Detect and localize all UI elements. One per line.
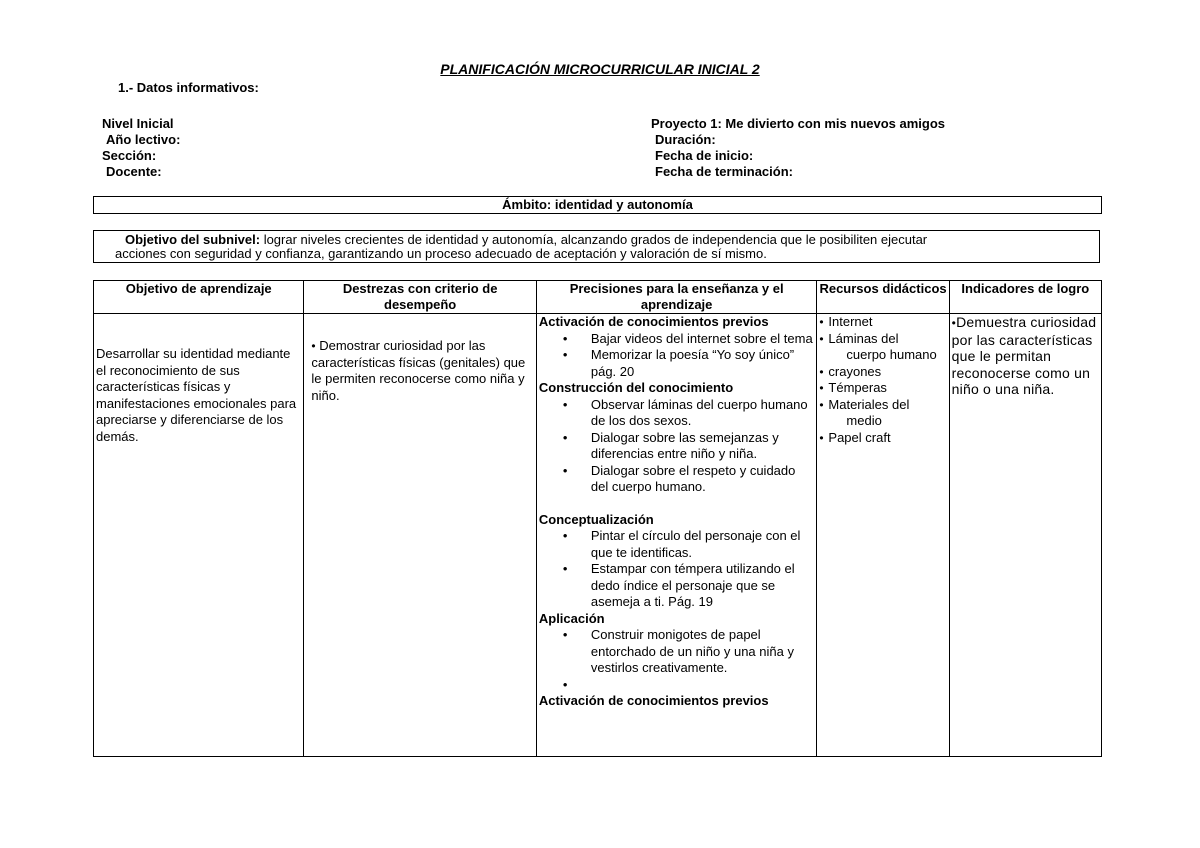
seccion-label: Sección: xyxy=(102,148,157,163)
header-precisiones: Precisiones para la enseñanza y el aprendizaje xyxy=(536,281,817,314)
objetivo-subnivel-box xyxy=(93,230,1100,263)
recurso-item-cont: cuerpo humano xyxy=(846,347,937,362)
section-title: Construcción del conocimiento xyxy=(538,380,734,395)
table-header-row xyxy=(94,281,1102,314)
section-title: Activación de conocimientos previos xyxy=(538,693,769,708)
header-objetivo: Objetivo de aprendizaje xyxy=(94,281,304,314)
list-item: • Estampar con témpera utilizando el dedo índice el personaje que se asemeja a ti. Pág. 19 xyxy=(539,561,815,611)
section-list xyxy=(539,331,815,381)
planning-table xyxy=(93,280,1102,757)
objetivo-subnivel-text-1: lograr niveles crecientes de identidad y autonomía, alcanzando grados de independencia que le posibiliten ejecutar xyxy=(260,232,928,247)
header-recursos: Recursos didácticos xyxy=(817,281,949,314)
section-list xyxy=(539,627,815,693)
objetivo-subnivel-text-2: acciones con seguridad y confianza, garantizando un proceso adecuado de aceptación y valoración de sí mismo. xyxy=(115,246,767,261)
list-item: • Pintar el círculo del personaje con el que te identificas. xyxy=(539,528,815,561)
bullet-icon: • xyxy=(311,339,316,353)
list-item: • Dialogar sobre las semejanzas y diferencias entre niño y niña. xyxy=(539,430,815,463)
objetivo-subnivel-label: Objetivo del subnivel: xyxy=(125,232,261,247)
list-item: • Dialogar sobre el respeto y cuidado del cuerpo humano. xyxy=(539,463,815,496)
recurso-item: • Materiales del xyxy=(819,397,946,414)
page-title: PLANIFICACIÓN MICROCURRICULAR INICIAL 2 xyxy=(440,61,760,77)
table-row xyxy=(94,314,1102,757)
section-title: Aplicación xyxy=(538,610,605,626)
fecha-inicio-label: Fecha de inicio: xyxy=(655,148,754,163)
recurso-item: • crayones xyxy=(819,364,946,381)
objetivo-aprendizaje-cell: Desarrollar su identidad mediante el reconocimiento de sus características físicas y manifestaciones emocionales para apreciarse y diferenciarse de los demás. xyxy=(94,314,304,757)
spacer xyxy=(539,496,815,512)
list-item: • Memorizar la poesía “Yo soy único” pág. 20 xyxy=(539,347,815,380)
list-item: • Observar láminas del cuerpo humano de los dos sexos. xyxy=(539,397,815,430)
list-item xyxy=(539,677,815,694)
precisiones-cell xyxy=(536,314,817,757)
recurso-item: • Papel craft xyxy=(819,430,946,447)
list-item: • Bajar videos del internet sobre el tema xyxy=(539,331,815,348)
section-list xyxy=(539,528,815,611)
datos-label: 1.- Datos informativos: xyxy=(118,80,259,95)
destreza-text: Demostrar curiosidad por las características físicas (genitales) que le permiten reconocerse como niña y niño. xyxy=(311,338,526,403)
header-destrezas: Destrezas con criterio de desempeño xyxy=(304,281,536,314)
recurso-item-cont: medio xyxy=(846,413,882,428)
bullet-icon: • xyxy=(951,316,957,330)
docente-label: Docente: xyxy=(106,164,162,179)
recurso-item: • Láminas del xyxy=(819,331,946,348)
ambito-box: Ámbito: identidad y autonomía xyxy=(93,196,1102,214)
duracion-label: Duración: xyxy=(655,132,716,147)
anio-label: Año lectivo: xyxy=(106,132,181,147)
section-title: Conceptualización xyxy=(538,511,654,527)
recurso-item: • Internet xyxy=(819,314,946,331)
fecha-termino-label: Fecha de terminación: xyxy=(655,164,793,179)
list-item: • Construir monigotes de papel entorchado de un niño y una niña y vestirlos creativamente. xyxy=(539,627,815,677)
indicador-text: Demuestra curiosidad por las características que le permitan reconocerse como un niño o una niña. xyxy=(951,314,1097,397)
indicador-cell xyxy=(949,314,1101,757)
section-title: Activación de conocimientos previos xyxy=(538,314,769,329)
header-indicadores: Indicadores de logro xyxy=(949,281,1101,314)
destreza-cell xyxy=(304,314,536,757)
recursos-cell xyxy=(817,314,949,757)
nivel-label: Nivel Inicial xyxy=(102,116,174,131)
section-list xyxy=(539,397,815,496)
proyecto-label: Proyecto 1: Me divierto con mis nuevos amigos xyxy=(651,116,946,131)
recurso-item: • Témperas xyxy=(819,380,946,397)
